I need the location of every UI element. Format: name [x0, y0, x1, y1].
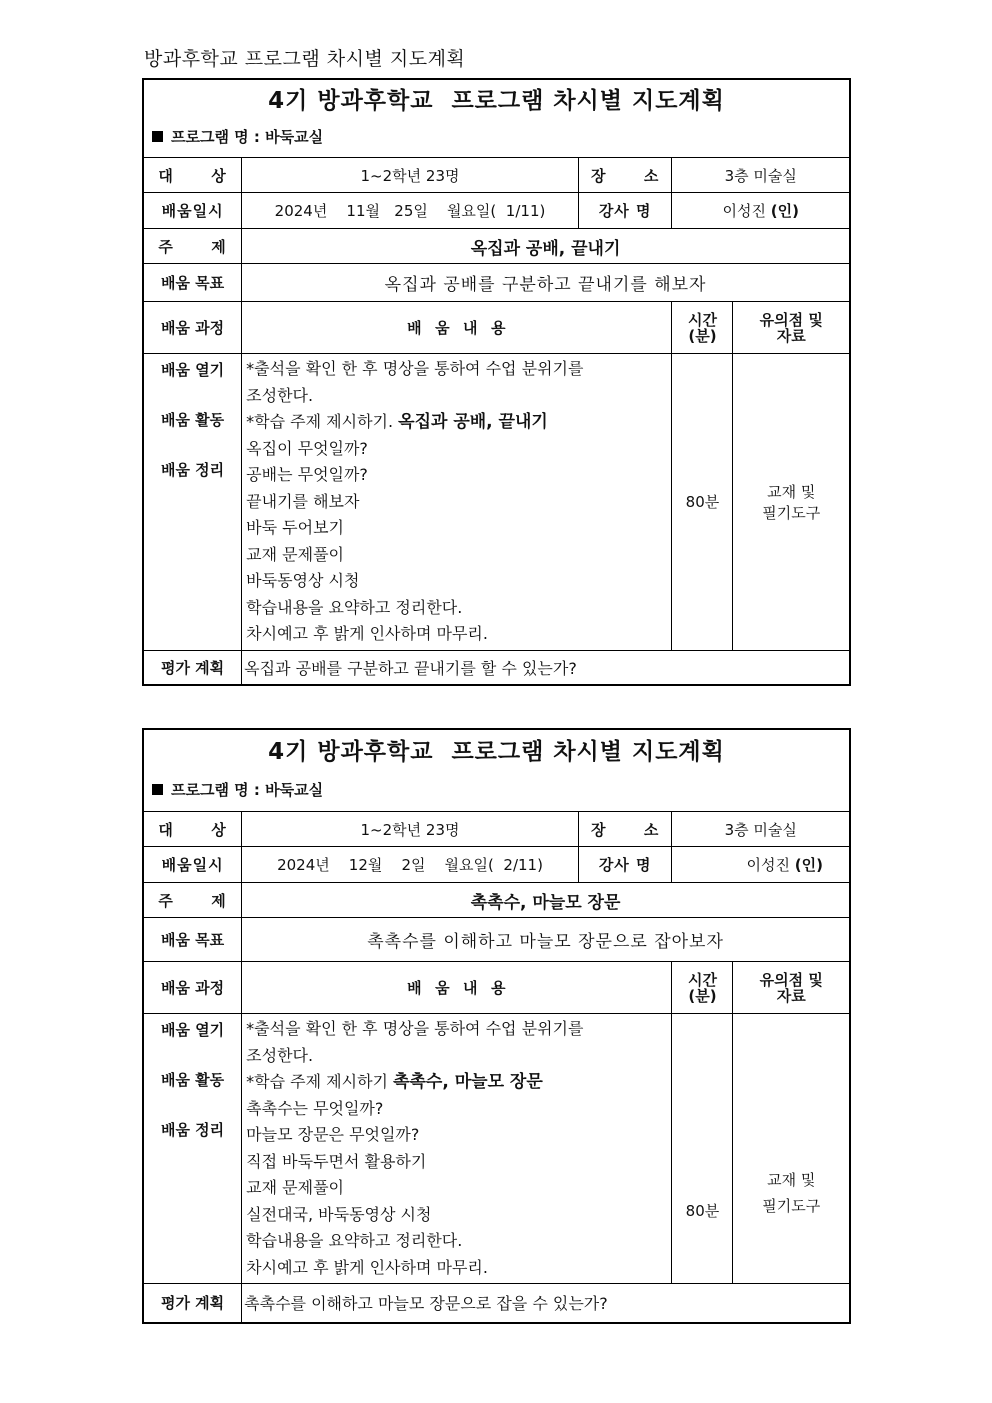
- plan-title: 4기 방과후학교 프로그램 차시별 지도계획: [268, 88, 725, 114]
- content-line: 학습내용을 요약하고 정리한다.: [246, 1231, 463, 1250]
- content-line: 직접 바둑두면서 활용하기: [246, 1151, 427, 1171]
- content-line: 바둑동영상 시청: [246, 571, 360, 590]
- step-activity: 배움 활동: [160, 1071, 225, 1089]
- place-value: 3층 미술실: [672, 812, 849, 847]
- content-intro-line: *출석을 확인 한 후 명상을 통하여 수업 분위기를: [246, 1019, 584, 1038]
- process-label: 배움 과정: [144, 962, 242, 1014]
- theme-label: 주 제: [144, 229, 242, 264]
- content-line: 마늘모 장문은 무엇일까?: [246, 1125, 420, 1144]
- notes-label: 유의점 및 자료: [733, 962, 849, 1014]
- goal-label: 배움 목표: [144, 264, 242, 302]
- lesson-content: [242, 1014, 672, 1284]
- goal-label: 배움 목표: [144, 918, 242, 962]
- process-label: 배움 과정: [144, 302, 242, 354]
- target-value: 1~2학년 23명: [242, 812, 579, 847]
- eval-value: 옥집과 공배를 구분하고 끝내기를 할 수 있는가?: [242, 650, 849, 684]
- teacher-label: 강사 명: [578, 847, 672, 883]
- teacher-value: 이성진 (인): [672, 193, 849, 229]
- goal-value: 옥집과 공배를 구분하고 끝내기를 해보자: [242, 264, 849, 302]
- content-topic-line: *학습 주제 제시하기. 옥집과 공배, 끝내기: [246, 412, 548, 432]
- teacher-label: 강사 명: [578, 193, 672, 229]
- page-header: 방과후학교 프로그램 차시별 지도계획: [144, 48, 466, 70]
- program-name-line: 프로그램 명 : 바둑교실: [144, 775, 849, 811]
- content-line: 실전대국, 바둑동영상 시청: [246, 1204, 432, 1224]
- content-intro-line: 조성한다.: [246, 1045, 314, 1065]
- content-line: 차시예고 후 밝게 인사하며 마무리.: [246, 1257, 488, 1277]
- content-line: 촉촉수는 무엇일까?: [246, 1098, 384, 1118]
- step-activity: 배움 활동: [160, 411, 225, 429]
- lesson-plan-1: [142, 78, 851, 686]
- date-value: 2024년 12월 2일 월요일( 2/11): [242, 847, 579, 883]
- place-label: 장 소: [578, 812, 672, 847]
- time-label: 시간 (분): [672, 302, 733, 354]
- content-topic-line: *학습 주제 제시하기 촉촉수, 마늘모 장문: [246, 1072, 543, 1092]
- content-label: 배 움 내 용: [242, 962, 672, 1014]
- target-value: 1~2학년 23명: [242, 158, 579, 193]
- square-bullet-icon: [152, 784, 163, 795]
- date-value: 2024년 11월 25일 월요일( 1/11): [242, 193, 579, 229]
- plan-table: [144, 157, 849, 684]
- theme-label: 주 제: [144, 883, 242, 918]
- plan-table: [144, 811, 849, 1322]
- eval-value: 촉촉수를 이해하고 마늘모 장문으로 잡을 수 있는가?: [242, 1284, 849, 1322]
- notes-value: 교재 및 필기도구: [733, 1014, 849, 1284]
- time-value: 80분: [672, 354, 733, 651]
- notes-label: 유의점 및 자료: [733, 302, 849, 354]
- target-label: 대 상: [144, 158, 242, 193]
- step-close: 배움 정리: [160, 1121, 225, 1139]
- lesson-content: [242, 354, 672, 651]
- square-bullet-icon: [152, 131, 163, 142]
- content-line: 끝내기를 해보자: [246, 491, 360, 511]
- place-value: 3층 미술실: [672, 158, 849, 193]
- content-line: 바둑 두어보기: [246, 518, 344, 537]
- process-steps: [144, 1014, 242, 1284]
- date-label: 배움일시: [144, 193, 242, 229]
- place-label: 장 소: [578, 158, 672, 193]
- content-line: 공배는 무엇일까?: [246, 465, 368, 484]
- process-steps: [144, 354, 242, 651]
- content-line: 교재 문제풀이: [246, 544, 344, 564]
- target-label: 대 상: [144, 812, 242, 847]
- content-line: 학습내용을 요약하고 정리한다.: [246, 597, 463, 617]
- content-line: 교재 문제풀이: [246, 1178, 344, 1197]
- teacher-value: 이성진 (인): [672, 847, 849, 883]
- program-name-line: 프로그램 명 : 바둑교실: [144, 122, 849, 157]
- content-label: 배 움 내 용: [242, 302, 672, 354]
- step-open: 배움 열기: [160, 361, 225, 379]
- content-line: 옥집이 무엇일까?: [246, 438, 368, 458]
- eval-label: 평가 계획: [144, 1284, 242, 1322]
- step-close: 배움 정리: [160, 461, 225, 479]
- theme-value: 촉촉수, 마늘모 장문: [242, 883, 849, 918]
- theme-value: 옥집과 공배, 끝내기: [242, 229, 849, 264]
- date-label: 배움일시: [144, 847, 242, 883]
- content-line: 차시예고 후 밝게 인사하며 마무리.: [246, 624, 488, 643]
- goal-value: 촉촉수를 이해하고 마늘모 장문으로 잡아보자: [242, 918, 849, 962]
- content-intro-line: *출석을 확인 한 후 명상을 통하여 수업 분위기를: [246, 359, 584, 378]
- plan-title: 4기 방과후학교 프로그램 차시별 지도계획: [268, 739, 725, 765]
- time-label: 시간 (분): [672, 962, 733, 1014]
- step-open: 배움 열기: [160, 1021, 225, 1039]
- time-value: 80분: [672, 1014, 733, 1284]
- lesson-plan-2: [142, 728, 851, 1324]
- eval-label: 평가 계획: [144, 650, 242, 684]
- notes-value: 교재 및 필기도구: [733, 354, 849, 651]
- content-intro-line: 조성한다.: [246, 385, 314, 405]
